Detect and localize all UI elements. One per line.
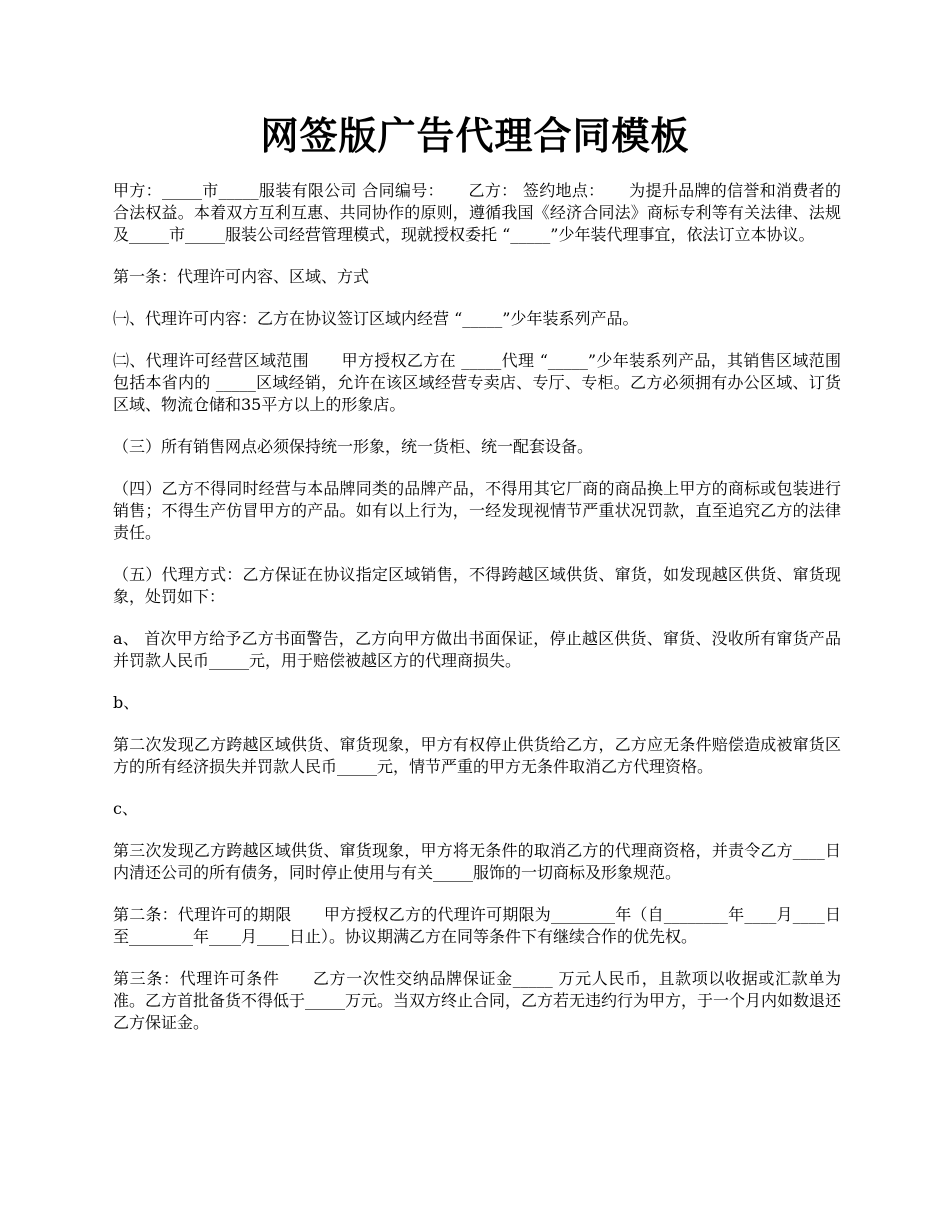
paragraph-article-2: 第二条：代理许可的期限 甲方授权乙方的代理许可期限为________年（自________年____月____日至________年____月____日止）。协议期满乙方在同等条件下有继续合作的优先权。 (113, 905, 841, 946)
paragraph-preamble: 甲方：_____市_____服装有限公司 合同编号： 乙方： 签约地点： 为提升品牌的信誉和消费者的合法权益。本着双方互利互惠、共同协作的原则，遵循我国《经济合同法》商标专利等有关法律、法规及_____市_____服装公司经营管理模式，现就授权委托 “_____”少年装代理事宜，依法订立本协议。 (113, 181, 841, 244)
paragraph-agency-method: （五）代理方式：乙方保证在协议指定区域销售，不得跨越区域供货、窜货，如发现越区供货、窜货现象，处罚如下： (113, 565, 841, 606)
paragraph-article-1-heading: 第一条：代理许可内容、区域、方式 (113, 267, 370, 286)
paragraph-penalty-b: 第二次发现乙方跨越区域供货、窜货现象，甲方有权停止供货给乙方，乙方应无条件赔偿造成被窜货区方的所有经济损失并罚款人民币_____元，情节严重的甲方无条件取消乙方代理资格。 (113, 735, 841, 776)
paragraph-penalty-c-label: c、 (113, 799, 138, 818)
document-body (113, 180, 841, 1054)
document-title: 网签版广告代理合同模板 (260, 113, 690, 158)
paragraph-competing-brands: （四）乙方不得同时经营与本品牌同类的品牌产品，不得用其它厂商的商品换上甲方的商标或包装进行销售；不得生产仿冒甲方的产品。如有以上行为，一经发现视情节严重状况罚款，直至追究乙方的法律责任。 (113, 479, 841, 542)
paragraph-article-3: 第三条：代理许可条件 乙方一次性交纳品牌保证金_____ 万元人民币，且款项以收据或汇款单为准。乙方首批备货不得低于_____万元。当双方终止合同，乙方若无违约行为甲方，于一个月内如数退还乙方保证金。 (113, 969, 842, 1032)
paragraph-penalty-a: a、 首次甲方给予乙方书面警告，乙方向甲方做出书面保证，停止越区供货、窜货、没收所有窜货产品并罚款人民币_____元，用于赔偿被越区方的代理商损失。 (113, 629, 841, 670)
paragraph-license-region: ㈡、代理许可经营区域范围 甲方授权乙方在 _____代理 “_____”少年装系列产品，其销售区域范围包括本省内的 _____区域经销，允许在该区域经营专卖店、专厅、专柜。乙方必须拥有办公区域、订货区域、物流仓储和35平方以上的形象店。 (113, 351, 841, 414)
paragraph-penalty-b-label: b、 (113, 693, 140, 712)
paragraph-license-content: ㈠、代理许可内容：乙方在协议签订区域内经营 “_____”少年装系列产品。 (113, 309, 639, 328)
paragraph-unified-image: （三）所有销售网点必须保持统一形象，统一货柜、统一配套设备。 (113, 437, 594, 456)
paragraph-penalty-c: 第三次发现乙方跨越区域供货、窜货现象，甲方将无条件的取消乙方的代理商资格，并责令乙方____日内清还公司的所有债务，同时停止使用与有关_____服饰的一切商标及形象规范。 (113, 841, 841, 882)
